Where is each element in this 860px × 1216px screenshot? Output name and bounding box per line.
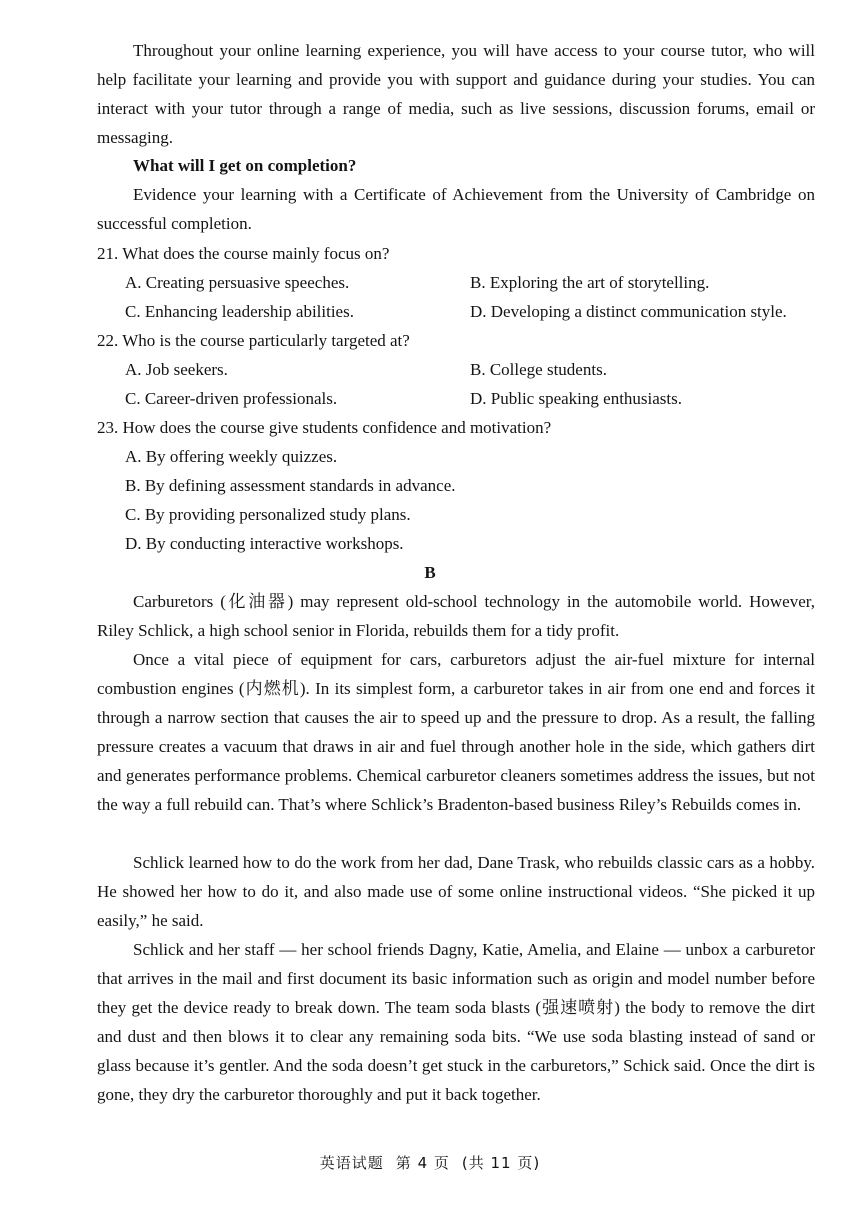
option-23-c[interactable]: C. By providing personalized study plans. xyxy=(125,505,411,524)
passage-b-paragraph-3: Schlick learned how to do the work from her dad, Dane Trask, who rebuilds classic cars as a hobby. He showed her how to do it, and also made use of some online instructional videos. “She picked it up easily,” he said. xyxy=(97,853,815,930)
question-22 xyxy=(97,326,410,355)
question-23 xyxy=(97,413,551,442)
passage-b-paragraph-2: Once a vital piece of equipment for cars, carburetors adjust the air-fuel mixture for internal combustion engines (内燃机). In its simplest form, a carburetor takes in air from one end and forces it through a narrow section that causes the air to speed up and the pressure to drop. As a result, the falling pressure creates a vacuum that draws in air and fuel through another hole in the side, which gathers dirt and generates performance problems. Chemical carburetor cleaners sometimes address the issues, but not the way a full rebuild can. That’s where Schlick’s Bradenton-based business Riley’s Rebuilds comes in. xyxy=(97,650,815,814)
option-23-b[interactable]: B. By defining assessment standards in advance. xyxy=(125,476,456,495)
option-23-a[interactable]: A. By offering weekly quizzes. xyxy=(125,447,338,466)
question-number: 22. xyxy=(97,331,119,350)
completion-paragraph: Evidence your learning with a Certificate of Achievement from the University of Cambridge on successful completion. xyxy=(97,185,815,233)
question-21 xyxy=(97,239,389,268)
option-23-d[interactable]: D. By conducting interactive workshops. xyxy=(125,534,404,553)
passage-b-paragraph-1: Carburetors (化油器) may represent old-school technology in the automobile world. However, Riley Schlick, a high school senior in Florida, rebuilds them for a tidy profit. xyxy=(97,592,815,640)
question-number: 21. xyxy=(97,244,119,263)
footer-subject: 英语试题 xyxy=(319,1154,384,1172)
question-number: 23. xyxy=(97,418,119,437)
page-footer xyxy=(0,1152,860,1175)
footer-page-number: 第 4 页 xyxy=(395,1154,450,1172)
option-21-b[interactable]: B. Exploring the art of storytelling. xyxy=(470,273,710,292)
option-21-a[interactable]: A. Creating persuasive speeches. xyxy=(125,273,350,292)
question-stem: How does the course give students confidence and motivation? xyxy=(122,418,552,437)
option-22-a[interactable]: A. Job seekers. xyxy=(125,360,228,379)
option-21-c[interactable]: C. Enhancing leadership abilities. xyxy=(125,302,354,321)
passage-b-paragraph-4: Schlick and her staff — her school friends Dagny, Katie, Amelia, and Elaine — unbox a carburetor that arrives in the mail and first document its basic information such as origin and model number before they get the device ready to break down. The team soda blasts (强速喷射) the body to remove the dirt and dust and then blows it to clear any remaining soda bits. “We use soda blasting instead of sand or glass because it’s gentler. And the soda doesn’t get stuck in the carburetors,” Schick said. Once the dirt is gone, they dry the carburetor thoroughly and put it back together. xyxy=(97,940,815,1104)
question-stem: What does the course mainly focus on? xyxy=(122,244,390,263)
tutor-paragraph: Throughout your online learning experience, you will have access to your course tutor, who will help facilitate your learning and provide you with support and guidance during your studies. You can interact with your tutor through a range of media, such as live sessions, discussion forums, email or messaging. xyxy=(97,41,815,147)
option-22-b[interactable]: B. College students. xyxy=(470,360,607,379)
footer-total-pages: (共 11 页) xyxy=(461,1154,541,1172)
completion-heading: What will I get on completion? xyxy=(133,156,357,175)
option-22-c[interactable]: C. Career-driven professionals. xyxy=(125,389,338,408)
section-b-label: B xyxy=(424,563,436,582)
question-stem: Who is the course particularly targeted at? xyxy=(122,331,410,350)
option-22-d[interactable]: D. Public speaking enthusiasts. xyxy=(470,389,683,408)
option-21-d[interactable]: D. Developing a distinct communication style. xyxy=(470,302,787,321)
